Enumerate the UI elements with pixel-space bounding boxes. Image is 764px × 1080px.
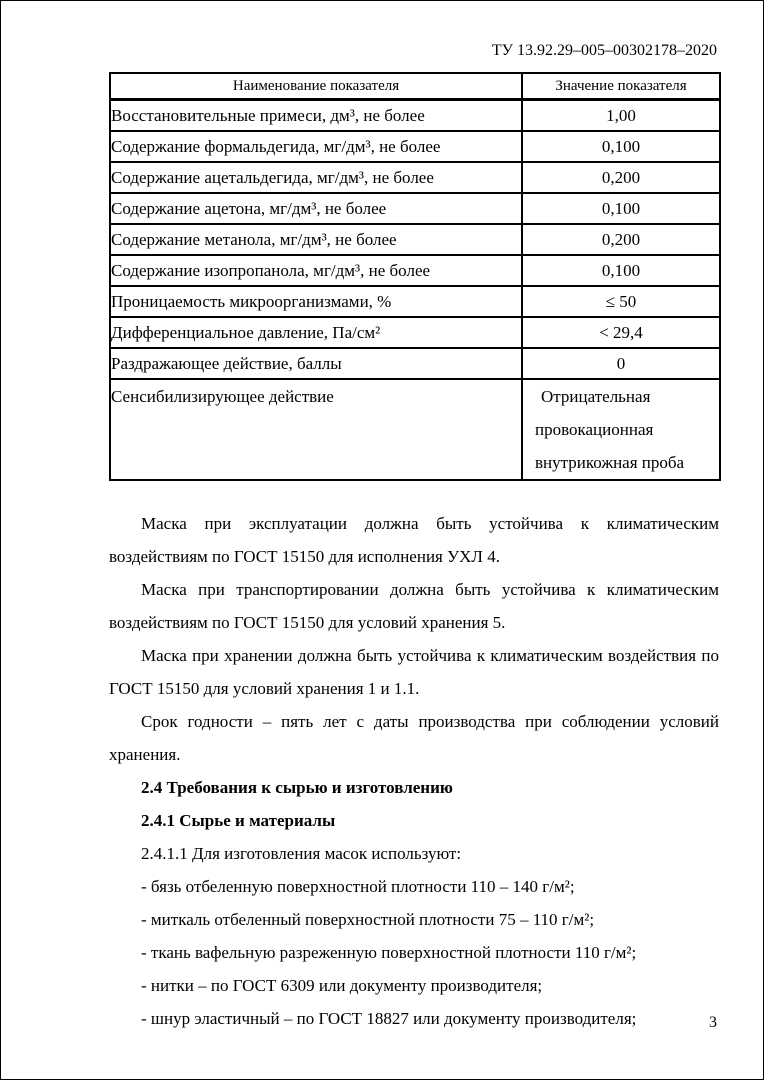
table-row: [110, 131, 720, 162]
indicator-value: 0,100: [522, 193, 720, 224]
indicator-value: 1,00: [522, 100, 720, 132]
indicator-name: Содержание метанола, мг/дм³, не более: [110, 224, 522, 255]
paragraph-shelf-life: Срок годности – пять лет с даты производства при соблюдении условий хранения.: [109, 712, 719, 764]
page-number: 3: [709, 1014, 717, 1031]
indicator-name: Восстановительные примеси, дм³, не более: [110, 100, 522, 132]
indicator-value: ≤ 50: [522, 286, 720, 317]
table-row: [110, 255, 720, 286]
paragraph-storage: Маска при хранении должна быть устойчива к климатическим воздействия по ГОСТ 15150 для условий хранения 1 и 1.1.: [109, 646, 719, 698]
body-text: [109, 507, 719, 1035]
table-row: [110, 286, 720, 317]
indicator-name: Содержание формальдегида, мг/дм³, не более: [110, 131, 522, 162]
table-header-name: Наименование показателя: [110, 73, 522, 100]
indicator-value: 0,100: [522, 255, 720, 286]
indicator-name: Раздражающее действие, баллы: [110, 348, 522, 379]
table-row: [110, 100, 720, 132]
list-item-mitkal: - миткаль отбеленный поверхностной плотности 75 – 110 г/м²;: [141, 910, 595, 929]
indicator-value: 0,200: [522, 162, 720, 193]
table-row: [110, 317, 720, 348]
indicators-table: [109, 72, 721, 481]
table-header-value: Значение показателя: [522, 73, 720, 100]
table-row: [110, 162, 720, 193]
table-header-row: [110, 73, 720, 100]
list-item-nitki: - нитки – по ГОСТ 6309 или документу производителя;: [141, 976, 543, 995]
paragraph-transport: Маска при транспортировании должна быть устойчива к климатическим воздействиям по ГОСТ 15150 для условий хранения 5.: [109, 580, 719, 632]
indicator-name: Проницаемость микроорганизмами, %: [110, 286, 522, 317]
indicator-name: Сенсибилизирующее действие: [110, 379, 522, 480]
indicator-name: Содержание ацетальдегида, мг/дм³, не более: [110, 162, 522, 193]
indicator-value: 0,200: [522, 224, 720, 255]
indicator-value: 0: [522, 348, 720, 379]
clause-2-4-1-1: 2.4.1.1 Для изготовления масок используют:: [141, 844, 462, 863]
list-item-tkan: - ткань вафельную разреженную поверхностной плотности 110 г/м²;: [141, 943, 637, 962]
heading-2-4-1: 2.4.1 Сырье и материалы: [141, 811, 336, 830]
paragraph-operation: Маска при эксплуатации должна быть устойчива к климатическим воздействиям по ГОСТ 15150 для исполнения УХЛ 4.: [109, 514, 719, 566]
indicator-name: Дифференциальное давление, Па/см²: [110, 317, 522, 348]
table-row: [110, 224, 720, 255]
table-row: [110, 348, 720, 379]
doc-code: ТУ 13.92.29–005–00302178–2020: [491, 42, 717, 59]
table-row: [110, 193, 720, 224]
heading-2-4: 2.4 Требования к сырью и изготовлению: [141, 778, 453, 797]
list-item-shnur: - шнур эластичный – по ГОСТ 18827 или документу производителя;: [141, 1009, 637, 1028]
table-row: [110, 379, 720, 480]
indicator-name: Содержание изопропанола, мг/дм³, не более: [110, 255, 522, 286]
indicator-value: 0,100: [522, 131, 720, 162]
indicator-name: Содержание ацетона, мг/дм³, не более: [110, 193, 522, 224]
indicator-value: Отрицательная провокационная внутрикожная проба: [522, 379, 720, 480]
list-item-byaz: - бязь отбеленную поверхностной плотности 110 – 140 г/м²;: [141, 877, 575, 896]
indicator-value: < 29,4: [522, 317, 720, 348]
